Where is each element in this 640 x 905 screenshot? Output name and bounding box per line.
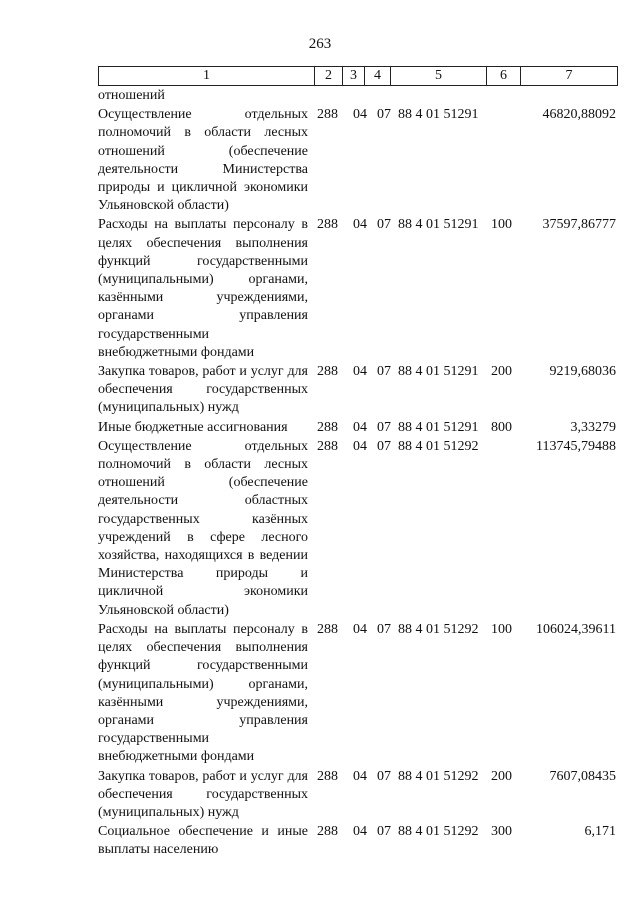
section-code: 04 bbox=[353, 438, 367, 454]
column-header-3: 3 bbox=[343, 67, 365, 85]
amount: 9219,68036 bbox=[549, 364, 616, 380]
table-row bbox=[98, 620, 618, 767]
column-header-4: 4 bbox=[365, 67, 391, 85]
department-code: 288 bbox=[317, 107, 338, 123]
target-article-code: 88 4 01 51292 bbox=[398, 621, 479, 637]
expense-type-code: 300 bbox=[491, 824, 512, 840]
row-description: Осуществление отдельных полномочий в области лесных отношений (обеспечение деятельности Министерства природы и цикличной экономики Ульяновской области) bbox=[98, 107, 308, 214]
target-article-code: 88 4 01 51292 bbox=[398, 824, 479, 840]
column-header-5: 5 bbox=[391, 67, 487, 85]
row-description: отношений bbox=[98, 88, 165, 103]
amount: 3,33279 bbox=[570, 419, 616, 435]
target-article-code: 88 4 01 51291 bbox=[398, 107, 479, 123]
section-code: 04 bbox=[353, 824, 367, 840]
row-description: Иные бюджетные ассигнования bbox=[98, 419, 288, 435]
target-article-code: 88 4 01 51291 bbox=[398, 419, 479, 435]
amount: 113745,79488 bbox=[536, 438, 616, 454]
table-header bbox=[98, 66, 618, 86]
row-description: Социальное обеспечение и иные выплаты населению bbox=[98, 824, 308, 858]
budget-table bbox=[98, 86, 618, 860]
department-code: 288 bbox=[317, 364, 338, 380]
table-row bbox=[98, 767, 618, 823]
table-row bbox=[98, 105, 618, 215]
target-article-code: 88 4 01 51292 bbox=[398, 438, 479, 454]
amount: 6,171 bbox=[584, 824, 616, 840]
department-code: 288 bbox=[317, 217, 338, 233]
target-article-code: 88 4 01 51291 bbox=[398, 364, 479, 380]
subsection-code: 07 bbox=[377, 107, 391, 123]
department-code: 288 bbox=[317, 438, 338, 454]
department-code: 288 bbox=[317, 824, 338, 840]
subsection-code: 07 bbox=[377, 824, 391, 840]
table-row bbox=[98, 86, 618, 105]
section-code: 04 bbox=[353, 217, 367, 233]
table-row bbox=[98, 215, 618, 362]
column-header-7: 7 bbox=[565, 68, 573, 83]
subsection-code: 07 bbox=[377, 217, 391, 233]
amount: 46820,88092 bbox=[542, 107, 616, 123]
row-description: Осуществление отдельных полномочий в области лесных отношений (обеспечение деятельности областных государственных казённых учреждений в сфере лесного хозяйства, находящихся в ведении Министерства природы и цикличной экономики Ульяновской области) bbox=[98, 438, 308, 618]
target-article-code: 88 4 01 51292 bbox=[398, 768, 479, 784]
table-row bbox=[98, 822, 618, 859]
subsection-code: 07 bbox=[377, 438, 391, 454]
section-code: 04 bbox=[353, 768, 367, 784]
row-description: Закупка товаров, работ и услуг для обеспечения государственных (муниципальных) нужд bbox=[98, 364, 308, 416]
expense-type-code: 100 bbox=[491, 217, 512, 233]
section-code: 04 bbox=[353, 621, 367, 637]
section-code: 04 bbox=[353, 364, 367, 380]
amount: 7607,08435 bbox=[549, 768, 616, 784]
expense-type-code: 800 bbox=[491, 419, 512, 435]
subsection-code: 07 bbox=[377, 768, 391, 784]
row-description: Закупка товаров, работ и услуг для обеспечения государственных (муниципальных) нужд bbox=[98, 768, 308, 820]
expense-type-code: 200 bbox=[491, 364, 512, 380]
subsection-code: 07 bbox=[377, 621, 391, 637]
section-code: 04 bbox=[353, 107, 367, 123]
department-code: 288 bbox=[317, 768, 338, 784]
expense-type-code: 100 bbox=[491, 621, 512, 637]
department-code: 288 bbox=[317, 419, 338, 435]
row-description: Расходы на выплаты персоналу в целях обеспечения выполнения функций государственными (муниципальными) органами, казёнными учреждениями, органами управления государственными внебюджетными фондами bbox=[98, 217, 308, 360]
column-header-2: 2 bbox=[315, 67, 343, 85]
subsection-code: 07 bbox=[377, 364, 391, 380]
amount: 106024,39611 bbox=[536, 621, 616, 637]
row-description: Расходы на выплаты персоналу в целях обеспечения выполнения функций государственными (муниципальными) органами, казёнными учреждениями, органами управления государственными внебюджетными фондами bbox=[98, 621, 308, 765]
amount: 37597,86777 bbox=[542, 217, 616, 233]
expense-type-code: 200 bbox=[491, 768, 512, 784]
department-code: 288 bbox=[317, 621, 338, 637]
page-number: 263 bbox=[308, 36, 332, 52]
table-row bbox=[98, 437, 618, 620]
target-article-code: 88 4 01 51291 bbox=[398, 217, 479, 233]
table-row bbox=[98, 362, 618, 418]
column-header-6: 6 bbox=[487, 67, 521, 85]
subsection-code: 07 bbox=[377, 419, 391, 435]
column-header-1: 1 bbox=[99, 67, 315, 85]
table-row bbox=[98, 418, 618, 437]
section-code: 04 bbox=[353, 419, 367, 435]
